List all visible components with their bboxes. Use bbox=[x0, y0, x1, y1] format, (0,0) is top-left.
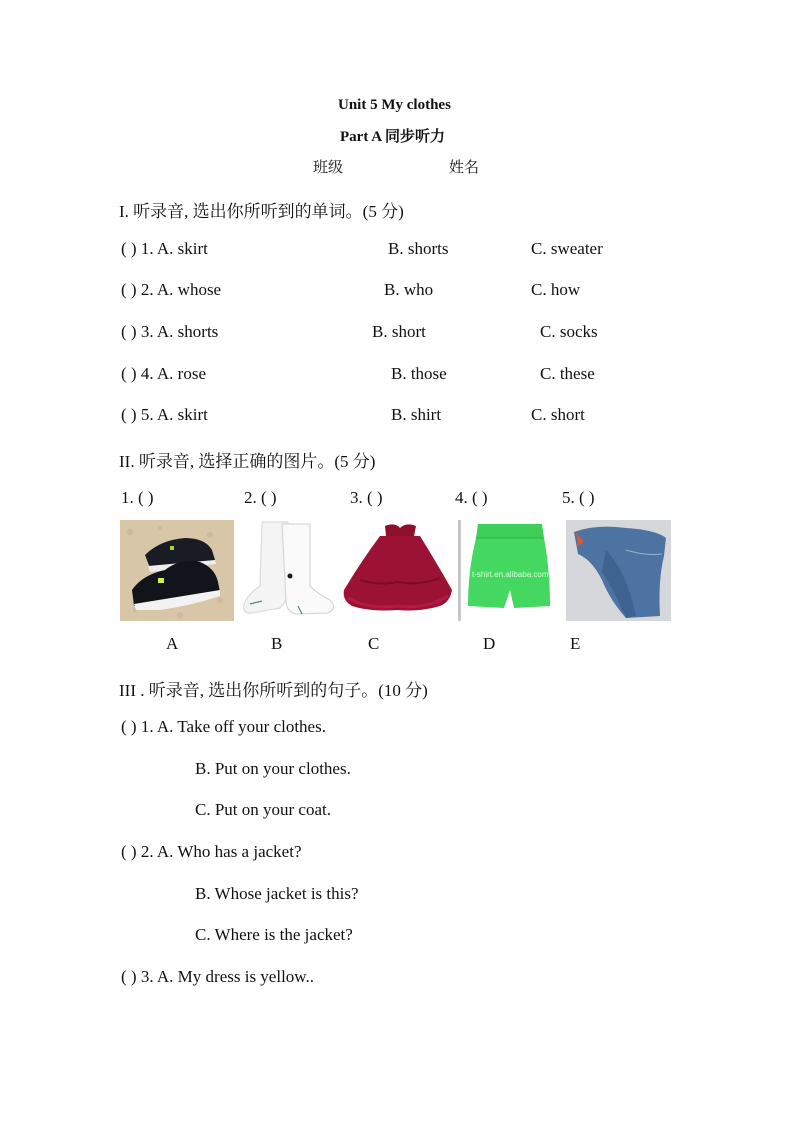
picture-label-a: A bbox=[166, 634, 179, 653]
s2-blank-2: 2. ( ) bbox=[244, 488, 277, 507]
s1-q4-option-a: ( ) 4. A. rose bbox=[121, 364, 206, 383]
name-label: 姓名 bbox=[449, 160, 480, 176]
socks-image bbox=[240, 520, 337, 621]
s3-q3-option-a: ( ) 3. A. My dress is yellow.. bbox=[121, 967, 314, 986]
worksheet-subtitle: Part A 同步听力 bbox=[340, 129, 445, 145]
s3-q1-option-c: C. Put on your coat. bbox=[195, 800, 331, 819]
s3-q2-option-c: C. Where is the jacket? bbox=[195, 925, 353, 944]
s2-blank-1: 1. ( ) bbox=[121, 488, 154, 507]
s1-q1-option-b: B. shorts bbox=[388, 239, 449, 258]
class-label: 班级 bbox=[313, 160, 344, 176]
jeans-image bbox=[566, 520, 671, 621]
s1-q1-option-a: ( ) 1. A. skirt bbox=[121, 239, 208, 258]
s1-q2-option-c: C. how bbox=[531, 280, 581, 299]
section1-heading: I. 听录音, 选出你所听到的单词。(5 分) bbox=[119, 202, 404, 221]
picture-label-b: B bbox=[271, 634, 283, 653]
s1-q3-option-c: C. socks bbox=[540, 322, 598, 341]
skirt-image bbox=[340, 520, 455, 621]
s3-q2-option-a: ( ) 2. A. Who has a jacket? bbox=[121, 842, 302, 861]
shorts-image bbox=[458, 520, 554, 621]
picture-label-c: C bbox=[368, 634, 380, 653]
s1-q2-option-a: ( ) 2. A. whose bbox=[121, 280, 222, 299]
s1-q4-option-b: B. those bbox=[391, 364, 447, 383]
s1-q5-option-c: C. short bbox=[531, 405, 585, 424]
picture-label-d: D bbox=[483, 634, 496, 653]
s1-q2-option-b: B. who bbox=[384, 280, 434, 299]
section3-heading: III . 听录音, 选出你所听到的句子。(10 分) bbox=[119, 681, 428, 700]
sneakers-image bbox=[120, 520, 234, 621]
s3-q2-option-b: B. Whose jacket is this? bbox=[195, 884, 359, 903]
s1-q3-option-b: B. short bbox=[372, 322, 426, 341]
s1-q4-option-c: C. these bbox=[540, 364, 595, 383]
s3-q1-option-a: ( ) 1. A. Take off your clothes. bbox=[121, 717, 326, 736]
shorts-watermark: t-shirt.en.alibaba.com bbox=[472, 570, 549, 579]
s2-blank-4: 4. ( ) bbox=[455, 488, 488, 507]
s1-q5-option-b: B. shirt bbox=[391, 405, 442, 424]
s2-blank-5: 5. ( ) bbox=[562, 488, 595, 507]
s1-q1-option-c: C. sweater bbox=[531, 239, 603, 258]
s1-q3-option-a: ( ) 3. A. shorts bbox=[121, 322, 219, 341]
picture-label-e: E bbox=[570, 634, 581, 653]
worksheet-title: Unit 5 My clothes bbox=[338, 97, 451, 113]
s2-blank-3: 3. ( ) bbox=[350, 488, 383, 507]
section2-heading: II. 听录音, 选择正确的图片。(5 分) bbox=[119, 452, 376, 471]
s3-q1-option-b: B. Put on your clothes. bbox=[195, 759, 351, 778]
s1-q5-option-a: ( ) 5. A. skirt bbox=[121, 405, 208, 424]
